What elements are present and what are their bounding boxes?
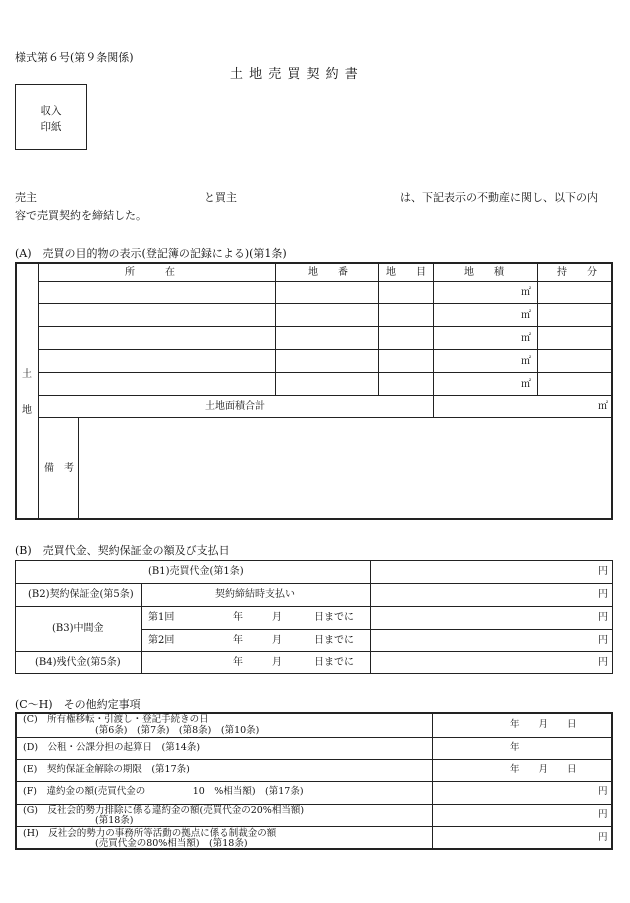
col-location: 所 在 — [125, 267, 175, 278]
intro-text-1: は、下記表示の不動産に関し、以下の内 — [400, 191, 598, 204]
term-g-line2: (第18条) — [95, 815, 134, 826]
section-c-title: (C〜H) その他約定事項 — [15, 698, 141, 711]
col-lot-number: 地 番 — [308, 267, 348, 278]
buyer-label: と買主 — [204, 191, 237, 204]
term-e-line1: (E) 契約保証金解除の期限 (第17条) — [23, 764, 190, 775]
intro-text-2: 容で売買契約を締結した。 — [15, 209, 147, 222]
area-unit-4: ㎡ — [521, 356, 531, 367]
term-h-value: 円 — [598, 832, 608, 843]
b2-timing: 契約締結時支払い — [215, 589, 295, 600]
seller-label: 売主 — [15, 191, 37, 204]
b3-label: (B3)中間金 — [52, 623, 104, 634]
b2-yen: 円 — [598, 589, 608, 600]
term-h-line1: (H) 反社会的勢力の事務所等活動の拠点に係る制裁金の額 — [23, 828, 277, 839]
section-a-title: (A) 売買の目的物の表示(登記簿の記録による)(第1条) — [15, 247, 287, 260]
b4-month: 月 — [272, 657, 282, 668]
b3-first-day: 日までに — [314, 612, 354, 623]
revenue-stamp-box — [15, 84, 87, 150]
b4-label: (B4)残代金(第5条) — [35, 657, 121, 668]
term-d-value: 年 — [510, 742, 520, 753]
document-title: 土 地 売 買 契 約 書 — [230, 67, 359, 82]
b1-label: (B1)売買代金(第1条) — [148, 566, 244, 577]
area-unit-5: ㎡ — [521, 379, 531, 390]
b4-year: 年 — [233, 657, 243, 668]
term-c-line2: (第6条) (第7条) (第8条) (第10条) — [95, 725, 260, 736]
b1-yen: 円 — [598, 566, 608, 577]
term-g-line1: (G) 反社会的勢力排除に係る違約金の額(売買代金の20%相当額) — [23, 805, 305, 816]
col-land-category: 地 目 — [386, 267, 426, 278]
term-d-line1: (D) 公租・公課分担の起算日 (第14条) — [23, 742, 201, 753]
area-unit-3: ㎡ — [521, 333, 531, 344]
section-b-title: (B) 売買代金、契約保証金の額及び支払日 — [15, 544, 230, 557]
total-area-unit: ㎡ — [598, 401, 608, 412]
term-f-value: 円 — [598, 786, 608, 797]
b4-yen: 円 — [598, 657, 608, 668]
remarks-label: 備 考 — [44, 463, 74, 474]
b4-day: 日までに — [314, 657, 354, 668]
term-c-value: 年 月 日 — [510, 719, 577, 730]
col-share: 持 分 — [557, 267, 597, 278]
land-side-label-1: 土 — [22, 369, 32, 380]
b3-first-yen: 円 — [598, 612, 608, 623]
land-side-label-2: 地 — [22, 405, 32, 416]
area-unit-2: ㎡ — [521, 310, 531, 321]
term-g-value: 円 — [598, 809, 608, 820]
b3-second-year: 年 — [233, 635, 243, 646]
b3-second-month: 月 — [272, 635, 282, 646]
b3-second-yen: 円 — [598, 635, 608, 646]
b3-second-day: 日までに — [314, 635, 354, 646]
b3-first-year: 年 — [233, 612, 243, 623]
col-area: 地 積 — [464, 267, 504, 278]
stamp-label-1: 収入 — [40, 105, 62, 117]
form-number: 様式第６号(第９条関係) — [15, 51, 134, 64]
b3-first: 第1回 — [148, 612, 175, 623]
area-unit-1: ㎡ — [521, 287, 531, 298]
term-h-line2: (売買代金の80%相当額) (第18条) — [95, 838, 248, 849]
b2-label: (B2)契約保証金(第5条) — [28, 589, 134, 600]
stamp-label-2: 印紙 — [40, 121, 62, 133]
b3-second: 第2回 — [148, 635, 175, 646]
term-f-line1: (F) 違約金の額(売買代金の 10 %相当額) (第17条) — [23, 786, 304, 797]
b3-first-month: 月 — [272, 612, 282, 623]
term-e-value: 年 月 日 — [510, 764, 577, 775]
total-area-label: 土地面積合計 — [205, 401, 265, 412]
term-c-line1: (C) 所有権移転・引渡し・登記手続きの日 — [23, 714, 209, 725]
